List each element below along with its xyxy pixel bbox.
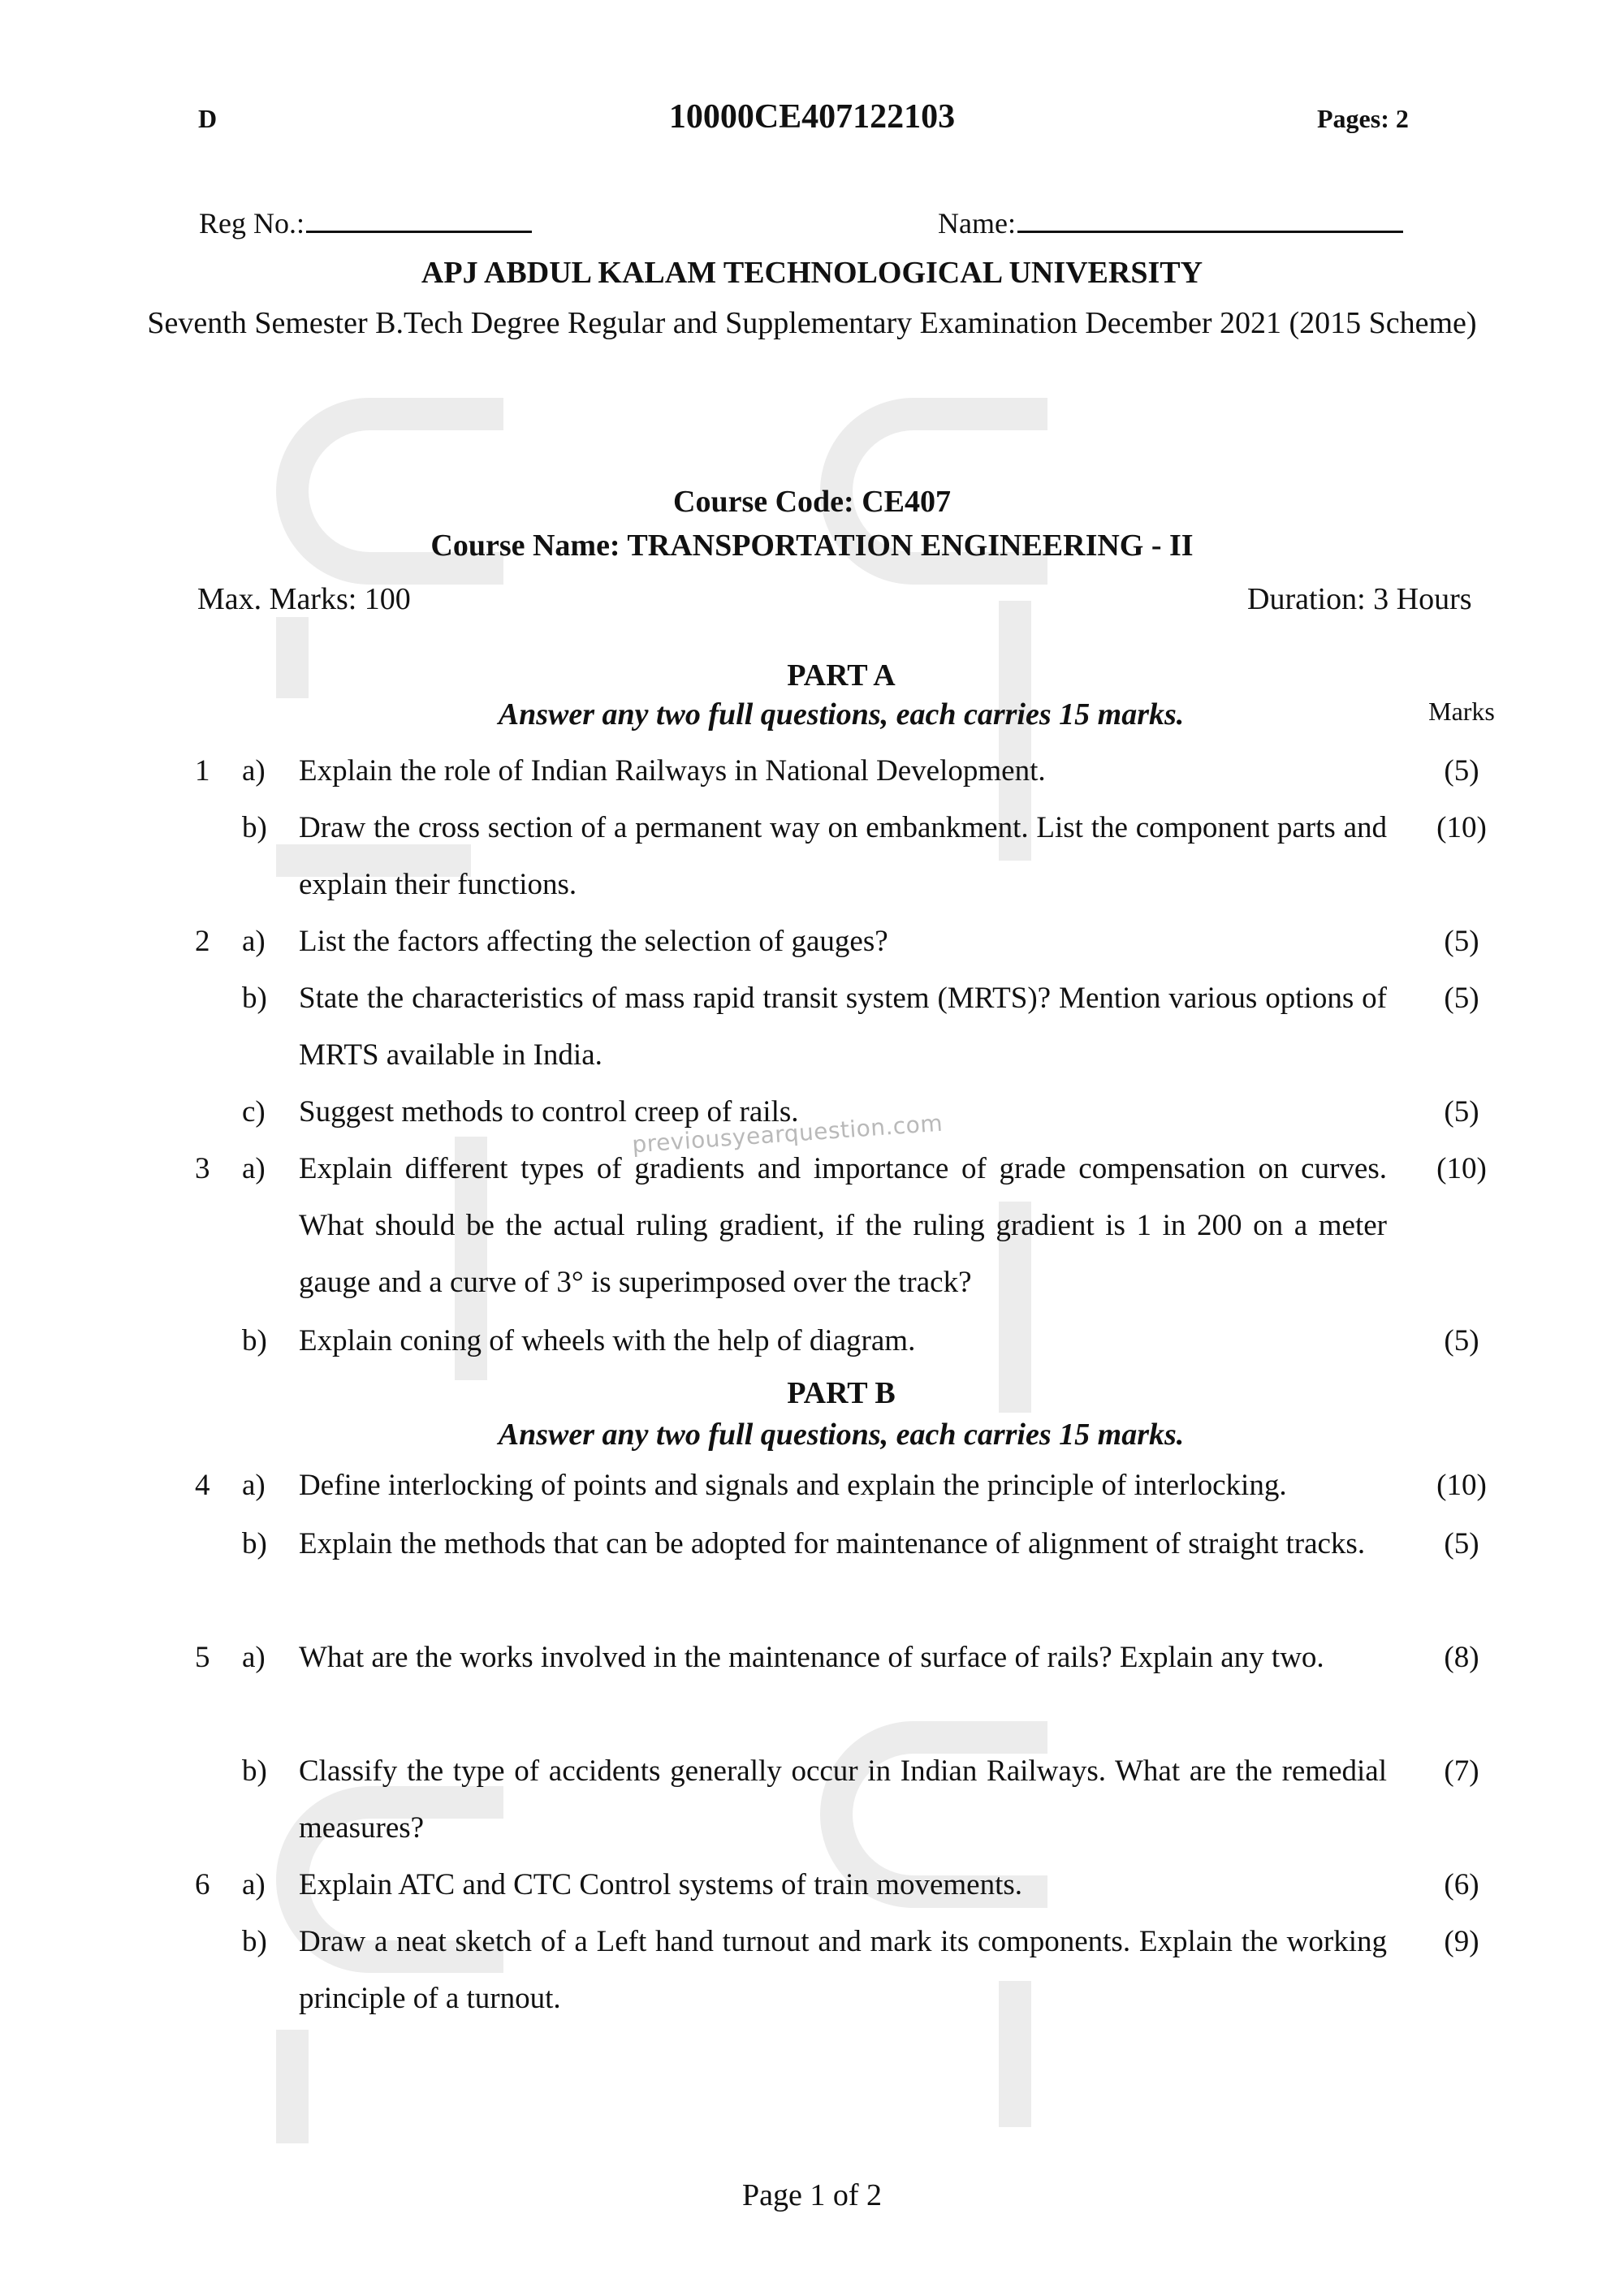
question-number: 2 [195, 925, 210, 958]
question-marks: (9) [1444, 1925, 1479, 1958]
question-part: a) [242, 1641, 266, 1674]
question-text: Suggest methods to control creep of rails. [299, 1095, 799, 1129]
question-text: Explain the methods that can be adopted for maintenance of alignment of straight tracks. [299, 1527, 1366, 1560]
question-part: b) [242, 1324, 267, 1357]
question-marks: (8) [1444, 1641, 1479, 1674]
university-title: APJ ABDUL KALAM TECHNOLOGICAL UNIVERSITY [421, 256, 1203, 290]
question-text: What are the works involved in the maintenance of surface of rails? Explain any two. [299, 1641, 1324, 1674]
course-code: Course Code: CE407 [673, 485, 951, 519]
question-part: b) [242, 1527, 267, 1560]
question-number: 4 [195, 1469, 210, 1502]
set-letter: D [198, 104, 218, 133]
question-text: List the factors affecting the selection of gauges? [299, 925, 888, 958]
website-stamp: previousyearquestion.com [631, 1109, 944, 1159]
duration: Duration: 3 Hours [1247, 582, 1472, 616]
question-part: b) [242, 1754, 267, 1788]
question-part: a) [242, 1152, 266, 1185]
question-part: b) [242, 1925, 267, 1958]
question-part: a) [242, 1868, 266, 1901]
question-part: a) [242, 925, 266, 958]
question-text: Draw a neat sketch of a Left hand turnout and mark its components. Explain the working principle of a turnout. [299, 1925, 1387, 2015]
reg-no-blank [306, 206, 532, 233]
question-part: a) [242, 754, 266, 788]
question-text: Explain different types of gradients and importance of grade compensation on curves. What should be the actual ruling gradient, if the ruling gradient is 1 in 200 on a meter gauge and a curve of 3° is superimposed over the track? [299, 1152, 1387, 1299]
question-marks: (10) [1436, 1152, 1487, 1185]
question-text: Define interlocking of points and signals and explain the principle of interlocking. [299, 1469, 1287, 1502]
question-marks: (5) [1444, 1527, 1479, 1560]
exam-title: Seventh Semester B.Tech Degree Regular and Supplementary Examination December 2021 (2015 Scheme) [147, 306, 1477, 340]
question-part: b) [242, 982, 267, 1015]
question-text: Draw the cross section of a permanent way on embankment. List the component parts and explain their functions. [299, 811, 1387, 901]
question-marks: (10) [1436, 1469, 1487, 1502]
question-marks: (6) [1444, 1868, 1479, 1901]
question-number: 5 [195, 1641, 210, 1674]
page-count: Pages: 2 [1317, 104, 1409, 133]
paper-code: 10000CE407122103 [668, 98, 956, 136]
question-marks: (5) [1444, 754, 1479, 788]
page-footer: Page 1 of 2 [741, 2178, 883, 2212]
question-text: Explain the role of Indian Railways in National Development. [299, 754, 1046, 788]
name-blank [1017, 206, 1403, 233]
part-b-title: PART B [787, 1376, 896, 1410]
question-number: 1 [195, 754, 210, 788]
question-marks: (10) [1436, 811, 1487, 844]
question-number: 6 [195, 1868, 210, 1901]
question-marks: (5) [1444, 925, 1479, 958]
question-marks: (5) [1444, 1324, 1479, 1357]
part-a-title: PART A [787, 658, 896, 693]
part-a-instruction: Answer any two full questions, each carries 15 marks. [498, 697, 1185, 732]
question-part: b) [242, 811, 267, 844]
question-marks: (5) [1444, 982, 1479, 1015]
reg-no-field [199, 206, 532, 240]
question-part: c) [242, 1095, 266, 1129]
max-marks: Max. Marks: 100 [197, 582, 411, 616]
question-marks: (7) [1444, 1754, 1479, 1788]
marks-header: Marks [1428, 697, 1495, 726]
question-marks: (5) [1444, 1095, 1479, 1129]
question-text: Explain coning of wheels with the help of diagram. [299, 1324, 916, 1357]
question-part: a) [242, 1469, 266, 1502]
course-name: Course Name: TRANSPORTATION ENGINEERING - II [430, 529, 1194, 563]
question-text: Explain ATC and CTC Control systems of train movements. [299, 1868, 1023, 1901]
name-field [938, 206, 1403, 240]
name-label: Name: [938, 207, 1016, 240]
question-text: Classify the type of accidents generally occur in Indian Railways. What are the remedial measures? [299, 1754, 1387, 1845]
reg-no-label: Reg No.: [199, 207, 304, 240]
question-number: 3 [195, 1152, 210, 1185]
question-text: State the characteristics of mass rapid transit system (MRTS)? Mention various options of MRTS available in India. [299, 982, 1387, 1072]
part-b-instruction: Answer any two full questions, each carries 15 marks. [498, 1418, 1185, 1452]
